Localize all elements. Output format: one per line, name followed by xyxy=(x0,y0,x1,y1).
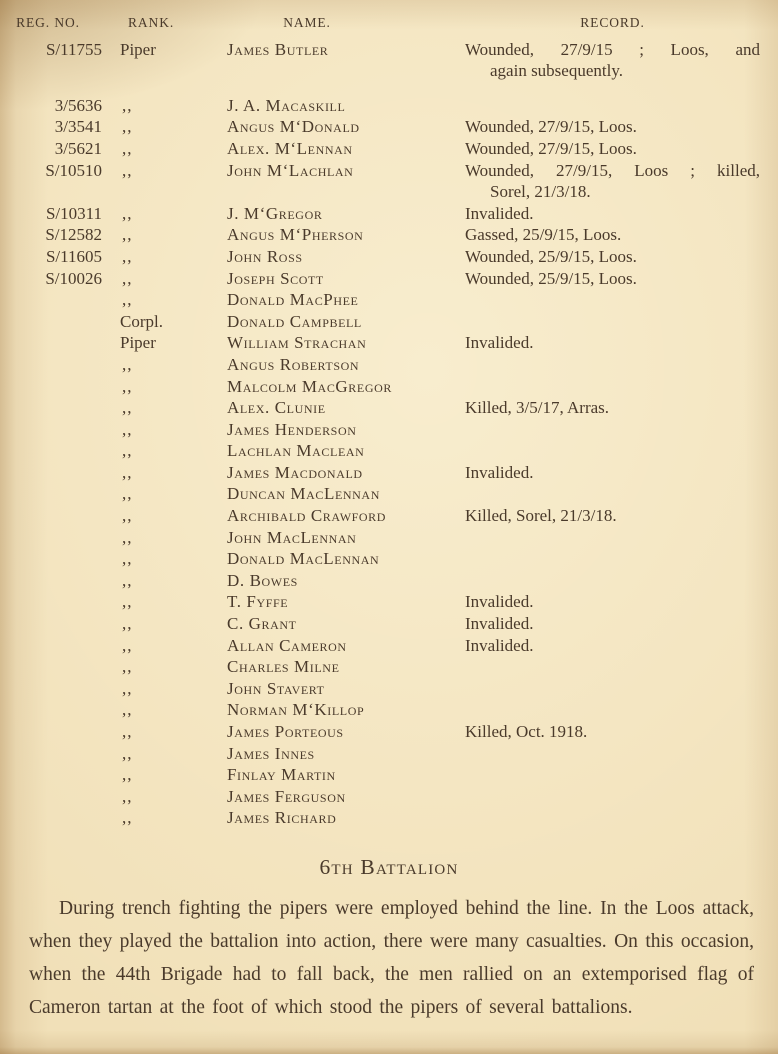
record-line: Gassed, 25/9/15, Loos. xyxy=(465,225,622,245)
record-line: Wounded, 27/9/15, Loos. xyxy=(465,138,637,158)
table-row xyxy=(0,505,778,527)
record-line: Invalided. xyxy=(465,462,534,482)
name-cell: James Butler xyxy=(227,39,329,59)
record-cell xyxy=(465,138,778,160)
table-row xyxy=(0,289,778,311)
table-row xyxy=(0,203,778,225)
table-row xyxy=(0,462,778,484)
record-line: Killed, Sorel, 21/3/18. xyxy=(465,506,617,526)
name-cell: Lachlan Maclean xyxy=(227,441,365,461)
record-line: Sorel, 21/3/18. xyxy=(490,182,591,202)
name-cell: C. Grant xyxy=(227,614,297,634)
rank-cell: ,, xyxy=(122,462,133,482)
record-line: Invalided. xyxy=(465,635,534,655)
table-row xyxy=(0,483,778,505)
record-cell xyxy=(465,721,778,743)
table-row xyxy=(0,635,778,657)
name-cell: Alex. M‘Lennan xyxy=(227,138,353,158)
table-row xyxy=(0,613,778,635)
header-record: RECORD. xyxy=(580,15,645,30)
table-row xyxy=(0,548,778,570)
reg-no-cell: S/10311 xyxy=(45,203,102,223)
header-name: NAME. xyxy=(283,15,331,30)
name-cell: T. Fyffe xyxy=(227,592,289,612)
table-row xyxy=(0,246,778,268)
record-cell xyxy=(465,39,778,82)
rank-cell: ,, xyxy=(122,138,133,158)
rank-cell: ,, xyxy=(122,398,133,418)
table-row xyxy=(0,311,778,333)
rank-cell: ,, xyxy=(122,592,133,612)
name-cell: James Innes xyxy=(227,743,315,763)
name-cell: William Strachan xyxy=(227,333,367,353)
rank-cell: ,, xyxy=(122,570,133,590)
table-row xyxy=(0,764,778,786)
table-row xyxy=(0,332,778,354)
table-row xyxy=(0,743,778,765)
rank-cell: ,, xyxy=(122,614,133,634)
name-cell: John M‘Lachlan xyxy=(227,160,354,180)
reg-no-cell: 3/5636 xyxy=(54,95,102,115)
rank-cell: ,, xyxy=(122,268,133,288)
record-line: Wounded, 27/9/15 ; Loos, and xyxy=(465,39,760,59)
name-cell: Donald MacPhee xyxy=(227,290,359,310)
record-cell xyxy=(465,332,778,354)
rank-cell: ,, xyxy=(122,160,133,180)
record-cell xyxy=(465,397,778,419)
rank-cell: ,, xyxy=(122,527,133,547)
reg-no-cell: S/10510 xyxy=(45,160,102,180)
name-cell: Archibald Crawford xyxy=(227,506,387,526)
record-cell xyxy=(465,591,778,613)
record-cell xyxy=(465,268,778,290)
record-line: Killed, 3/5/17, Arras. xyxy=(465,398,610,418)
name-cell: J. A. Macaskill xyxy=(227,95,346,115)
table-row xyxy=(0,138,778,160)
record-line: Invalided. xyxy=(465,333,534,353)
rank-cell: ,, xyxy=(122,203,133,223)
name-cell: Angus M‘Donald xyxy=(227,117,360,137)
record-cell xyxy=(465,160,778,203)
name-cell: James Porteous xyxy=(227,722,344,741)
name-cell: J. M‘Gregor xyxy=(227,203,323,223)
name-cell: Angus M‘Pherson xyxy=(227,225,364,245)
table-row xyxy=(0,721,778,743)
name-cell: John Stavert xyxy=(227,678,325,698)
rank-cell: ,, xyxy=(122,506,133,526)
name-cell: James Macdonald xyxy=(227,462,363,482)
table-row xyxy=(0,591,778,613)
rank-cell: ,, xyxy=(122,722,133,741)
reg-no-cell: 3/3541 xyxy=(54,117,102,137)
name-cell: James Henderson xyxy=(227,419,357,439)
record-cell xyxy=(465,116,778,138)
name-cell: James Richard xyxy=(227,808,337,828)
record-line: Invalided. xyxy=(465,614,534,634)
reg-no-cell: 3/5621 xyxy=(54,138,102,158)
header-reg-no: REG. NO. xyxy=(16,15,80,30)
table-row xyxy=(0,160,778,203)
rank-cell: ,, xyxy=(122,549,133,569)
rank-cell: ,, xyxy=(122,635,133,655)
rank-cell: Piper xyxy=(120,333,156,353)
rank-cell: ,, xyxy=(122,246,133,266)
rank-cell: Corpl. xyxy=(120,311,163,331)
rank-cell: ,, xyxy=(122,678,133,698)
reg-no-cell: S/11755 xyxy=(45,39,102,59)
record-line: Wounded, 27/9/15, Loos ; killed, xyxy=(465,160,760,180)
rank-cell: ,, xyxy=(122,743,133,763)
record-cell xyxy=(465,635,778,657)
rank-cell: ,, xyxy=(122,700,133,720)
rank-cell: ,, xyxy=(122,354,133,374)
name-cell: Angus Robertson xyxy=(227,354,360,374)
table-row xyxy=(0,95,778,117)
table-row xyxy=(0,39,778,82)
table-row xyxy=(0,656,778,678)
table-row xyxy=(0,678,778,700)
record-line: Wounded, 25/9/15, Loos. xyxy=(465,246,637,266)
rank-cell: ,, xyxy=(122,765,133,785)
table-row xyxy=(0,440,778,462)
table-row xyxy=(0,807,778,829)
body-paragraph: During trench fighting the pipers were employed behind the line. In the Loos attack, when they played the battalion into action, there were many casualties. On this occasion, when the 44th Brigade had to fall back, the men rallied on an extemporised flag of Cameron tartan at the foot of which stood the pipers of several battalions. xyxy=(29,897,754,1018)
rank-cell: Piper xyxy=(120,39,156,59)
rank-cell: ,, xyxy=(122,376,133,396)
rank-cell: ,, xyxy=(122,225,133,245)
name-cell: Allan Cameron xyxy=(227,635,347,655)
table-row xyxy=(0,397,778,419)
name-cell: Finlay Martin xyxy=(227,765,336,785)
table-row xyxy=(0,376,778,398)
rank-cell: ,, xyxy=(122,441,133,461)
name-cell: John Ross xyxy=(227,246,303,266)
name-cell: James Ferguson xyxy=(227,786,346,806)
rank-cell: ,, xyxy=(122,95,133,115)
table-row xyxy=(0,116,778,138)
record-cell xyxy=(465,613,778,635)
table-row xyxy=(0,527,778,549)
rank-cell: ,, xyxy=(122,290,133,310)
table-row xyxy=(0,224,778,246)
name-cell: Donald MacLennan xyxy=(227,549,380,569)
header-rank: RANK. xyxy=(128,15,175,30)
table-row xyxy=(0,786,778,808)
name-cell: Duncan MacLennan xyxy=(227,484,380,504)
roster-table-header xyxy=(0,12,778,34)
rank-cell: ,, xyxy=(122,484,133,504)
reg-no-cell: S/10026 xyxy=(45,268,102,288)
record-cell xyxy=(465,246,778,268)
table-row xyxy=(0,419,778,441)
name-cell: Joseph Scott xyxy=(227,268,324,288)
roster-table xyxy=(0,12,778,829)
name-cell: John MacLennan xyxy=(227,527,357,547)
record-line: Wounded, 27/9/15, Loos. xyxy=(465,117,637,137)
section-heading: 6th Battalion xyxy=(319,854,459,879)
record-line: Invalided. xyxy=(465,203,534,223)
record-cell xyxy=(465,505,778,527)
rank-cell: ,, xyxy=(122,657,133,677)
roster-table-body xyxy=(0,39,778,829)
rank-cell: ,, xyxy=(122,117,133,137)
name-cell: Malcolm MacGregor xyxy=(227,376,392,396)
table-row xyxy=(0,570,778,592)
name-cell: Charles Milne xyxy=(227,657,340,677)
reg-no-cell: S/12582 xyxy=(45,225,102,245)
rank-cell: ,, xyxy=(122,419,133,439)
name-cell: Alex. Clunie xyxy=(227,398,326,418)
record-line: Wounded, 25/9/15, Loos. xyxy=(465,268,637,288)
record-cell xyxy=(465,203,778,225)
record-line: again subsequently. xyxy=(490,61,623,81)
reg-no-cell: S/11605 xyxy=(45,246,102,266)
record-cell xyxy=(465,462,778,484)
table-row xyxy=(0,354,778,376)
name-cell: D. Bowes xyxy=(227,570,298,590)
table-row xyxy=(0,268,778,290)
record-line: Killed, Oct. 1918. xyxy=(465,722,588,741)
name-cell: Norman M‘Killop xyxy=(227,700,365,720)
rank-cell: ,, xyxy=(122,786,133,806)
name-cell: Donald Campbell xyxy=(227,311,362,331)
record-line: Invalided. xyxy=(465,592,534,612)
rank-cell: ,, xyxy=(122,808,133,828)
table-row xyxy=(0,699,778,721)
record-cell xyxy=(465,224,778,246)
